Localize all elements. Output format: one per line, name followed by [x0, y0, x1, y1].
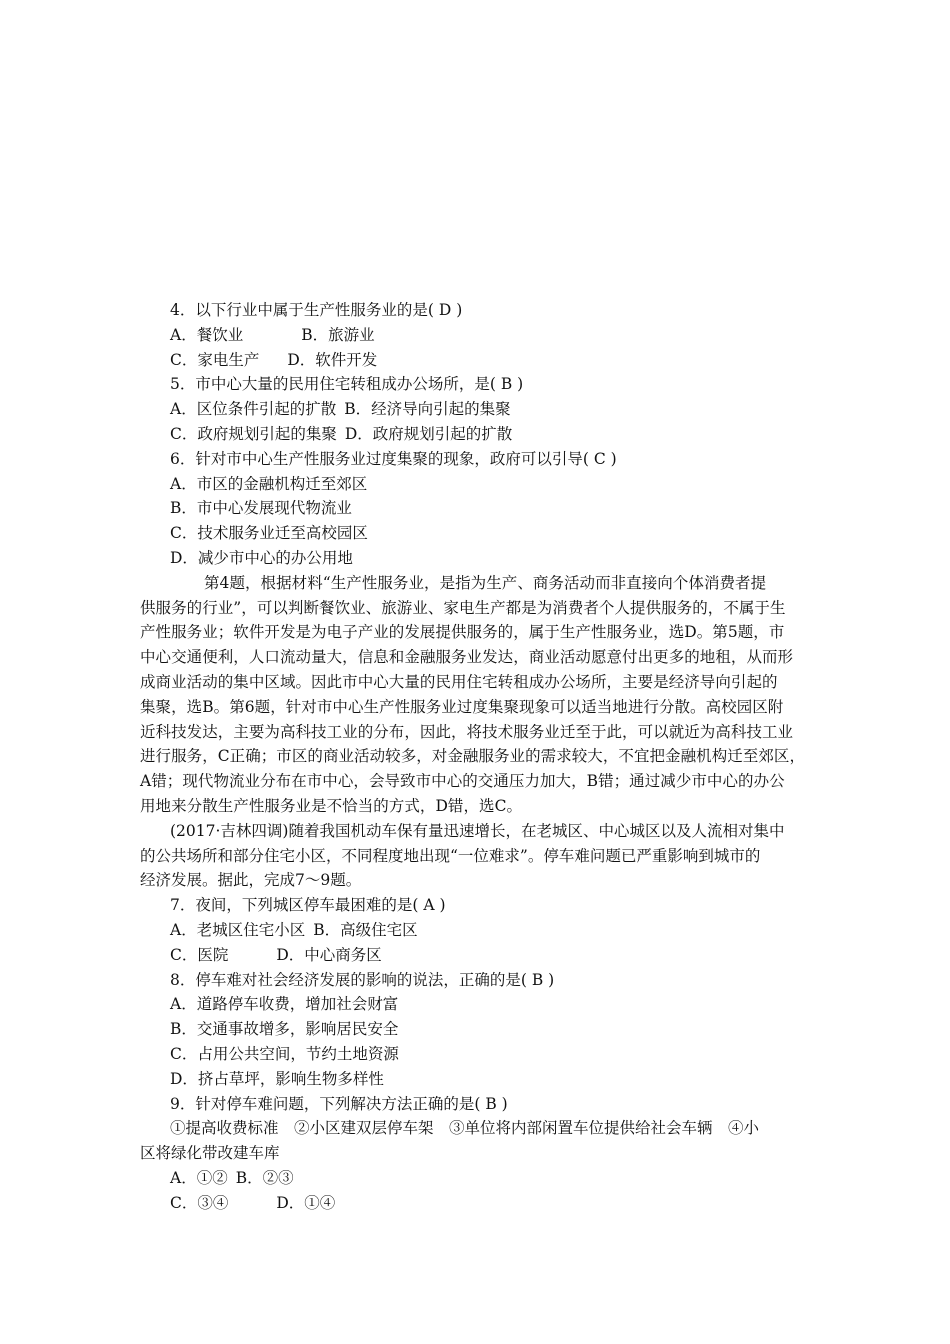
document-body [140, 298, 820, 1215]
explanation-line: 近科技发达，主要为高科技工业的分布，因此，将技术服务业迁至于此，可以就近为高科技工业 [140, 722, 794, 741]
question-7-stem: 7．夜间，下列城区停车最困难的是( A ) [170, 896, 446, 915]
option-d: D．中心商务区 [276, 945, 382, 964]
option-a: A．餐饮业 [170, 325, 244, 344]
question-8-option-a: A．道路停车收费，增加社会财富 [170, 995, 399, 1014]
option-b: B．经济导向引起的集聚 [344, 400, 511, 419]
option-c: C．政府规划引起的集聚 [170, 424, 337, 443]
answer-explanation [140, 571, 820, 819]
question-9-items: ①提高收费标准 ②小区建双层停车架 ③单位将内部闲置车位提供给社会车辆 ④小 [170, 1119, 760, 1138]
question-8-option-d: D．挤占草坪，影响生物多样性 [170, 1069, 384, 1088]
explanation-line: 供服务的行业”，可以判断餐饮业、旅游业、家电生产都是为消费者个人提供服务的，不属于生 [140, 598, 786, 617]
option-b: B．高级住宅区 [313, 920, 418, 939]
question-4-options-cd [140, 348, 820, 373]
explanation-line: 进行服务，C正确；市区的商业活动较多，对金融服务业的需求较大，不宜把金融机构迁至郊区， [140, 747, 806, 766]
option-d: D．软件开发 [287, 350, 378, 369]
reading-passage [140, 819, 820, 893]
question-6-option-b: B．市中心发展现代物流业 [170, 499, 352, 518]
question-4-options-ab [140, 323, 820, 348]
option-b: B．旅游业 [301, 325, 375, 344]
option-c: C．③④ [170, 1193, 229, 1212]
question-9-items-cont: 区将绿化带改建车库 [140, 1144, 280, 1163]
option-b: B．②③ [235, 1168, 294, 1187]
question-9-options-ab [140, 1166, 820, 1191]
explanation-line: 集聚，选B。第6题，针对市中心生产性服务业过度集聚现象可以适当地进行分散。高校园区附 [140, 697, 784, 716]
question-8-stem: 8．停车难对社会经济发展的影响的说法，正确的是( B ) [170, 970, 555, 989]
explanation-line: 产性服务业；软件开发是为电子产业的发展提供服务的，属于生产性服务业，选D。第5题，市 [140, 623, 785, 642]
option-a: A．区位条件引起的扩散 [170, 400, 337, 419]
question-6-option-d: D．减少市中心的办公用地 [170, 548, 353, 567]
question-7-options-cd [140, 943, 820, 968]
explanation-line: 用地来分散生产性服务业是不恰当的方式，D错，选C。 [140, 796, 523, 815]
passage-line: (2017·吉林四调)随着我国机动车保有量迅速增长，在老城区、中心城区以及人流相对集中 [170, 821, 785, 840]
question-9-stem: 9．针对停车难问题，下列解决方法正确的是( B ) [170, 1094, 508, 1113]
question-5-options-ab [140, 397, 820, 422]
question-9-options-cd [140, 1191, 820, 1216]
question-7-options-ab [140, 918, 820, 943]
option-c: C．家电生产 [170, 350, 260, 369]
explanation-line: 第4题，根据材料“生产性服务业，是指为生产、商务活动而非直接向个体消费者提 [204, 573, 767, 592]
question-4-stem: 4．以下行业中属于生产性服务业的是( D ) [170, 301, 463, 319]
option-d: D．政府规划引起的扩散 [344, 424, 513, 443]
explanation-line: A错；现代物流业分布在市中心，会导致市中心的交通压力加大，B错；通过减少市中心的办公 [140, 772, 785, 791]
passage-line: 的公共场所和部分住宅小区，不同程度地出现“一位难求”。停车难问题已严重影响到城市的 [140, 846, 761, 865]
question-5-stem: 5．市中心大量的民用住宅转租成办公场所，是( B ) [170, 375, 524, 394]
option-d: D．①④ [276, 1193, 336, 1212]
question-5-options-cd [140, 422, 820, 447]
question-6-option-a: A．市区的金融机构迁至郊区 [170, 474, 368, 493]
question-8-option-c: C．占用公共空间，节约土地资源 [170, 1044, 399, 1063]
question-8-option-b: B．交通事故增多，影响居民安全 [170, 1020, 399, 1039]
explanation-line: 成商业活动的集中区域。因此市中心大量的民用住宅转租成办公场所，主要是经济导向引起的 [140, 672, 778, 691]
option-a: A．①② [170, 1168, 228, 1187]
question-6-stem: 6．针对市中心生产性服务业过度集聚的现象，政府可以引导( C ) [170, 449, 617, 468]
question-6-option-c: C．技术服务业迁至高校园区 [170, 524, 368, 543]
passage-line: 经济发展。据此，完成7～9题。 [140, 871, 362, 890]
explanation-line: 中心交通便利，人口流动量大，信息和金融服务业发达，商业活动愿意付出更多的地租，从而形 [140, 648, 794, 667]
option-a: A．老城区住宅小区 [170, 920, 306, 939]
option-c: C．医院 [170, 945, 229, 964]
